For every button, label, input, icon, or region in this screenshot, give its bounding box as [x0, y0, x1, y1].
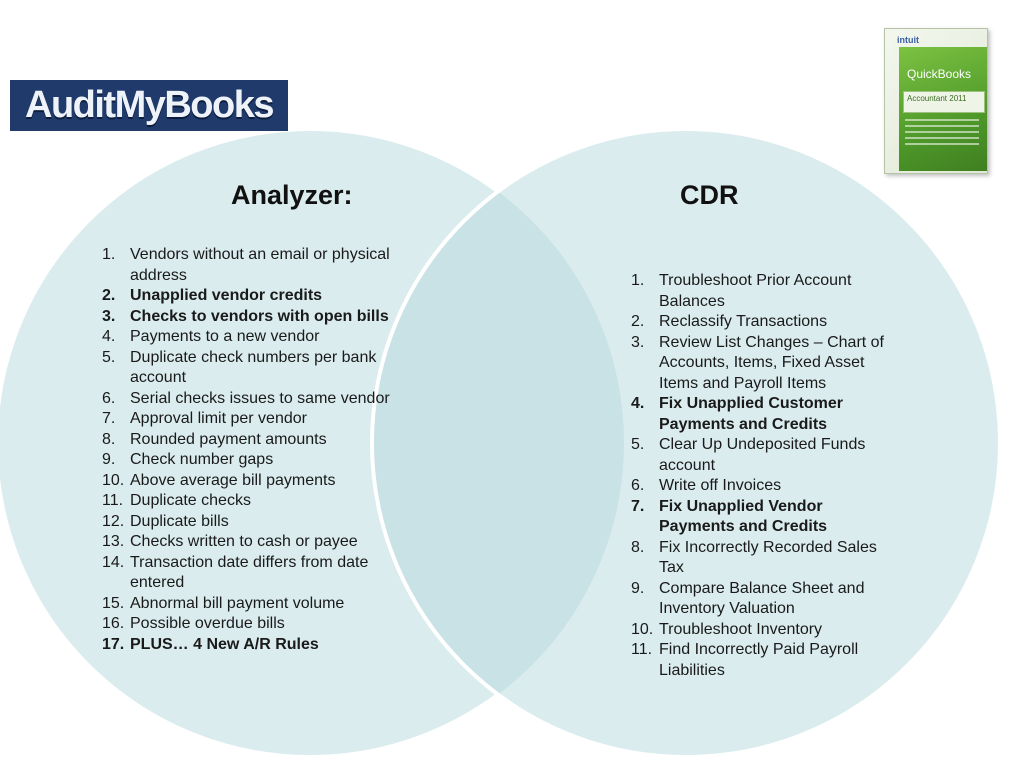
- rule-number: 12.: [102, 512, 125, 530]
- rule-number: 7.: [631, 497, 645, 515]
- rule-text: Approval limit per vendor: [130, 410, 307, 427]
- analyzer-rule-item: [102, 245, 402, 286]
- rule-text: Review List Changes – Chart of Accounts, Items, Fixed Asset Items and Payroll Items: [659, 333, 884, 392]
- rule-number: 4.: [631, 395, 645, 412]
- rule-number: 6.: [102, 389, 116, 407]
- rule-text: Vendors without an email or physical address: [130, 246, 390, 284]
- analyzer-rule-item: [102, 614, 402, 635]
- cdr-rule-item: [631, 333, 893, 395]
- rule-text: Compare Balance Sheet and Inventory Valuation: [659, 579, 865, 617]
- analyzer-rule-item: [102, 491, 402, 512]
- quickbooks-product-box: [884, 28, 988, 174]
- rule-text: Checks to vendors with open bills: [130, 307, 389, 325]
- rule-number: 14.: [102, 553, 125, 571]
- cdr-rule-item: [631, 312, 893, 333]
- rule-number: 13.: [102, 533, 125, 550]
- analyzer-rule-item: [102, 348, 402, 389]
- analyzer-title: Analyzer:: [231, 180, 353, 210]
- rule-text: Checks written to cash or payee: [130, 533, 358, 550]
- analyzer-rule-item: [102, 635, 402, 656]
- intuit-brand: intuit: [897, 35, 919, 45]
- rule-number: 5.: [631, 436, 645, 453]
- rule-number: 1.: [631, 272, 645, 289]
- rule-number: 8.: [102, 430, 116, 448]
- rule-number: 16.: [102, 615, 125, 632]
- analyzer-rule-item: [102, 594, 402, 615]
- rule-number: 5.: [102, 348, 116, 366]
- auditmybooks-logo: [10, 80, 288, 131]
- box-decoration: [905, 119, 979, 149]
- rule-text: Fix Unapplied Vendor Payments and Credits: [659, 497, 828, 535]
- rule-text: Transaction date differs from date entered: [130, 553, 369, 591]
- edition-band: [903, 91, 985, 113]
- rule-text: Unapplied vendor credits: [130, 287, 323, 304]
- rule-number: 10.: [102, 471, 125, 489]
- rule-text: Fix Unapplied Customer Payments and Credits: [659, 395, 844, 433]
- cdr-rule-item: [631, 497, 893, 538]
- rule-number: 11.: [631, 641, 653, 658]
- cdr-rule-item: [631, 394, 893, 435]
- analyzer-rules-list: [102, 245, 402, 655]
- rule-number: 6.: [631, 477, 645, 494]
- rule-text: Fix Incorrectly Recorded Sales Tax: [659, 538, 877, 576]
- cdr-rule-item: [631, 640, 893, 681]
- analyzer-rule-item: [102, 286, 402, 307]
- rule-number: 11.: [102, 492, 124, 509]
- analyzer-rule-item: [102, 471, 402, 492]
- rule-number: 7.: [102, 410, 116, 427]
- analyzer-rule-item: [102, 389, 402, 410]
- rule-number: 9.: [102, 451, 116, 468]
- logo-text: AuditMyBooks: [25, 84, 273, 126]
- analyzer-rule-item: [102, 409, 402, 430]
- cdr-title: CDR: [680, 180, 739, 210]
- cdr-rule-item: [631, 435, 893, 476]
- product-edition: Accountant 2011: [907, 94, 967, 103]
- product-name: QuickBooks: [907, 67, 972, 81]
- rule-number: 4.: [102, 328, 116, 345]
- rule-text: Reclassify Transactions: [659, 313, 828, 330]
- analyzer-rule-item: [102, 327, 402, 348]
- rule-number: 10.: [631, 620, 654, 638]
- rule-text: Above average bill payments: [130, 471, 336, 489]
- rule-number: 3.: [631, 333, 645, 351]
- rule-text: Serial checks issues to same vendor: [130, 389, 390, 407]
- rule-text: Duplicate bills: [130, 512, 229, 530]
- analyzer-rule-item: [102, 430, 402, 451]
- analyzer-rule-item: [102, 553, 402, 594]
- cdr-rule-item: [631, 271, 893, 312]
- rule-text: Possible overdue bills: [130, 615, 285, 632]
- rule-text: Check number gaps: [130, 451, 274, 468]
- box-front: [899, 47, 987, 171]
- cdr-rule-item: [631, 538, 893, 579]
- rule-number: 9.: [631, 579, 645, 597]
- cdr-rules-list: [631, 271, 893, 681]
- analyzer-rule-item: [102, 532, 402, 553]
- rule-text: Duplicate check numbers per bank account: [130, 348, 377, 386]
- rule-text: PLUS… 4 New A/R Rules: [130, 635, 319, 653]
- rule-text: Payments to a new vendor: [130, 328, 320, 345]
- rule-text: Troubleshoot Prior Account Balances: [659, 272, 852, 310]
- cdr-rule-item: [631, 476, 893, 497]
- cdr-rule-item: [631, 620, 893, 641]
- rule-text: Rounded payment amounts: [130, 430, 327, 448]
- analyzer-rule-item: [102, 307, 402, 328]
- rule-text: Troubleshoot Inventory: [659, 620, 823, 638]
- analyzer-rule-item: [102, 450, 402, 471]
- rule-number: 3.: [102, 307, 116, 325]
- rule-text: Find Incorrectly Paid Payroll Liabilities: [659, 641, 859, 679]
- rule-number: 2.: [631, 313, 645, 330]
- rule-text: Duplicate checks: [130, 492, 251, 509]
- rule-number: 8.: [631, 538, 645, 556]
- rule-text: Write off Invoices: [659, 477, 782, 494]
- cdr-rule-item: [631, 579, 893, 620]
- analyzer-rule-item: [102, 512, 402, 533]
- rule-number: 15.: [102, 594, 125, 612]
- rule-text: Clear Up Undeposited Funds account: [659, 436, 866, 474]
- rule-number: 1.: [102, 246, 116, 263]
- rule-text: Abnormal bill payment volume: [130, 594, 345, 612]
- rule-number: 2.: [102, 287, 116, 304]
- rule-number: 17.: [102, 635, 125, 653]
